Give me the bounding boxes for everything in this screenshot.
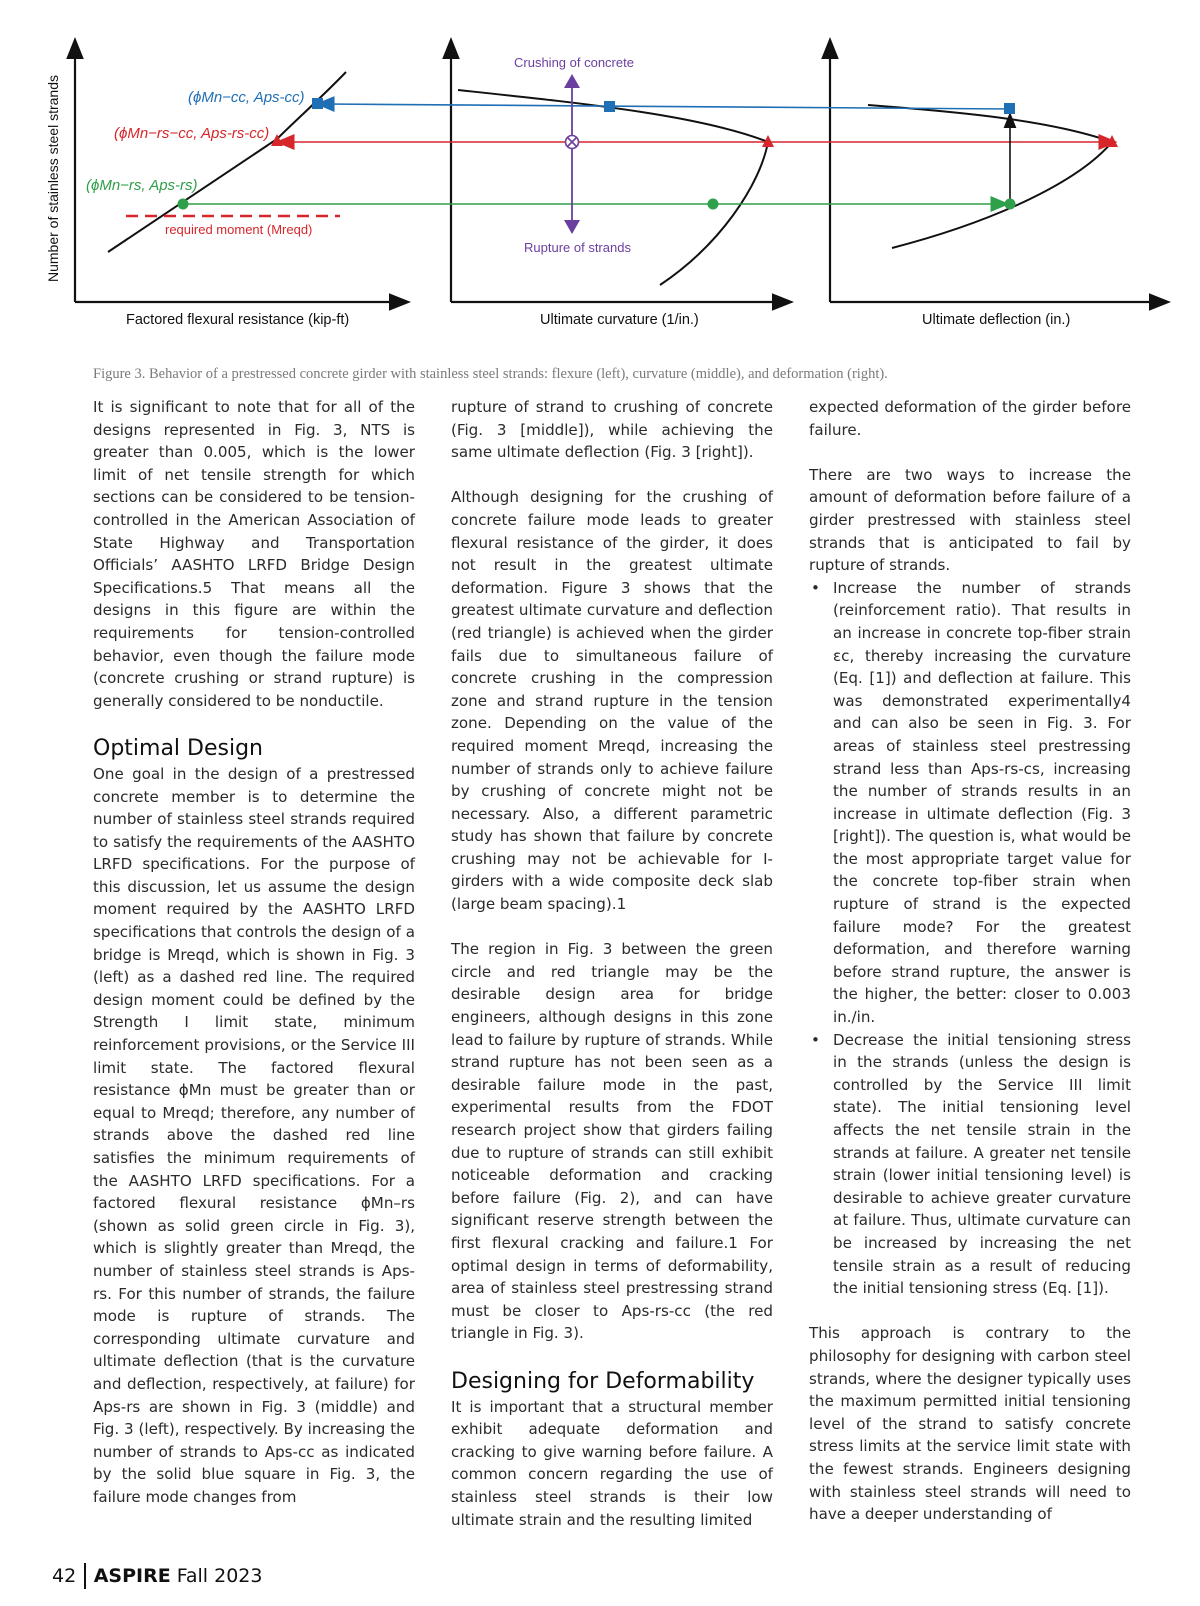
balanced-point-marker bbox=[566, 136, 579, 149]
green-circle-marker bbox=[1005, 199, 1016, 210]
bullet-list bbox=[809, 577, 1131, 1300]
green-circle-marker bbox=[178, 199, 189, 210]
x-axis-label-middle: Ultimate curvature (1/in.) bbox=[540, 312, 699, 328]
axes bbox=[75, 48, 1160, 302]
footer-divider bbox=[84, 1563, 86, 1589]
deflection-curve bbox=[868, 105, 1112, 248]
required-moment-label: required moment (Mreqd) bbox=[165, 222, 313, 237]
crushing-label: Crushing of concrete bbox=[514, 55, 634, 70]
y-axis-label: Number of stainless steel strands bbox=[45, 75, 61, 282]
paragraph: There are two ways to increase the amount of deformation before failure of a girder prestressed with stainless steel strands that is anticipated to fail by rupture of strands. bbox=[809, 465, 1131, 575]
paragraph: This approach is contrary to the philosophy for designing with carbon steel strands, where the designer typically uses the maximum permitted initial tensioning level of the strand to satisfy concrete stress limits at the service limit state with the fewest strands. Engineers designing with stainless steel strands will need to have a deeper understanding of bbox=[809, 1324, 1131, 1524]
figure-3-diagram bbox=[0, 0, 1200, 350]
column-3 bbox=[809, 396, 1131, 1548]
curvature-curve bbox=[458, 90, 768, 285]
label-cc: (ϕMn−cc, Aps-cc) bbox=[188, 89, 305, 106]
column-1 bbox=[93, 396, 415, 1531]
paragraph: It is important that a structural member exhibit adequate deformation and cracking to give warning before failure. A common concern regarding the use of stainless steel strands is their low ultimate strain and the resulting limited bbox=[451, 1397, 773, 1529]
magazine-name: ASPIRE bbox=[93, 1565, 171, 1587]
paragraph: expected deformation of the girder before failure. bbox=[809, 398, 1131, 439]
label-rs: (ϕMn−rs, Aps-rs) bbox=[86, 177, 198, 194]
figure-caption: Figure 3. Behavior of a prestressed concrete girder with stainless steel strands: flexure (left), curvature (middle), and deformation (right). bbox=[93, 366, 888, 382]
rupture-label: Rupture of strands bbox=[524, 240, 631, 255]
paragraph: Although designing for the crushing of concrete failure mode leads to greater flexural resistance of the girder, it does not result in the greatest ultimate deformation. Figure 3 shows that the greatest ultimate curvature and deflection (red triangle) is achieved when the girder fails due to simultaneous failure of concrete crushing in the compression zone and strand rupture in the tension zone. Depending on the value of the required moment Mreqd, increasing the number of strands only to achieve failure by crushing of concrete might not be necessary. Also, a different parametric study has shown that failure by concrete crushing may not be achievable for I-girders with a wide composite deck slab (large beam spacing).1 bbox=[451, 488, 773, 914]
blue-square-marker bbox=[1004, 103, 1015, 114]
paragraph: One goal in the design of a prestressed concrete member is to determine the number of stainless steel strands required to satisfy the requirements of the AASHTO LRFD specifications. For the purpose of this discussion, let us assume the design moment required by the AASHTO LRFD specifications that controls the design of a bridge is Mreqd, which is shown in Fig. 3 (left) as a dashed red line. The required design moment could be defined by the Strength I limit state, minimum reinforcement provisions, or the Service III limit state. The factored flexural resistance ϕMn must be greater than or equal to Mreqd; therefore, any number of strands above the dashed red line satisfies the minimum requirements of the AASHTO LRFD specifications. For a factored flexural resistance ϕMn–rs (shown as solid green circle in Fig. 3), which is slightly greater than Mreqd, the number of stainless steel strands is Aps-rs. For this number of strands, the failure mode is rupture of strands. The corresponding ultimate curvature and ultimate deflection (that is the curvature and deflection, respectively, at failure) for Aps-rs are shown in Fig. 3 (middle) and Fig. 3 (left), respectively. By increasing the number of strands to Aps-cc as indicated by the solid blue square in Fig. 3, the failure mode changes from bbox=[93, 764, 415, 1506]
level-line-cc bbox=[325, 104, 1010, 109]
paragraph: It is significant to note that for all of the designs represented in Fig. 3, NTS is greater than 0.005, which is the lower limit of net tensile strength for which sections can be considered to be tension-controlled in the American Association of State Highway and Transportation Officials’ AASHTO LRFD Bridge Design Specifications.5 That means all the designs in this figure are within the requirements for tension-controlled behavior, even though the failure mode (concrete crushing or strand rupture) is generally considered to be nonductile. bbox=[93, 398, 415, 710]
section-heading: Designing for Deformability bbox=[451, 1368, 755, 1394]
blue-square-marker bbox=[312, 98, 323, 109]
column-2 bbox=[451, 396, 773, 1554]
green-circle-marker bbox=[708, 199, 719, 210]
bullet-item: • Increase the number of strands (reinforcement ratio). That results in an increase in concrete top-fiber strain εc, thereby increasing the curvature (Eq. [1]) and deflection at failure. This was demonstrated experimentally4 and can also be seen in Fig. 3. For areas of stainless steel prestressing strand less than Aps-rs-cs, increasing the number of strands results in an increase in ultimate deflection (Fig. 3 [right]). The question is, what would be the most appropriate target value for the concrete top-fiber strain when rupture of strand is the expected failure mode? For the greatest deformation, and therefore warning before strand rupture, the answer is the higher, the better: closer to 0.003 in./in. bbox=[809, 577, 1131, 1029]
page-number: 42 bbox=[52, 1565, 77, 1587]
issue-label: Fall 2023 bbox=[176, 1565, 263, 1587]
bullet-item: • Decrease the initial tensioning stress in the strands (unless the design is controlled by the Service III limit state). The initial tensioning level affects the net tensile strain in the strands at failure. A greater net tensile strain (lower initial tensioning level) is desirable to achieve greater curvature at failure. Thus, ultimate curvature can be increased by increasing the net tensile strain as a result of reducing the initial tensioning stress (Eq. [1]). bbox=[809, 1029, 1131, 1300]
x-axis-label-left: Factored flexural resistance (kip-ft) bbox=[126, 312, 350, 328]
label-rs-cc: (ϕMn−rs−cc, Aps-rs-cc) bbox=[114, 125, 270, 142]
x-axis-label-right: Ultimate deflection (in.) bbox=[922, 312, 1071, 328]
blue-square-marker bbox=[604, 101, 615, 112]
page-footer bbox=[52, 1563, 262, 1589]
paragraph: The region in Fig. 3 between the green circle and red triangle may be the desirable design area for bridge engineers, although designs in this zone lead to failure by rupture of strands. While strand rupture has not been seen as a desirable failure mode in the past, experimental results from the FDOT research project show that girders failing due to rupture of strands can still exhibit noticeable deformation and cracking before failure (Fig. 2), and can have significant reserve strength between the first flexural cracking and failure.1 For optimal design in terms of deformability, area of stainless steel prestressing strand must be closer to Aps-rs-cc (the red triangle in Fig. 3). bbox=[451, 940, 773, 1343]
paragraph: rupture of strand to crushing of concrete (Fig. 3 [middle]), while achieving the same ultimate deflection (Fig. 3 [right]). bbox=[451, 398, 773, 462]
section-heading: Optimal Design bbox=[93, 735, 263, 761]
